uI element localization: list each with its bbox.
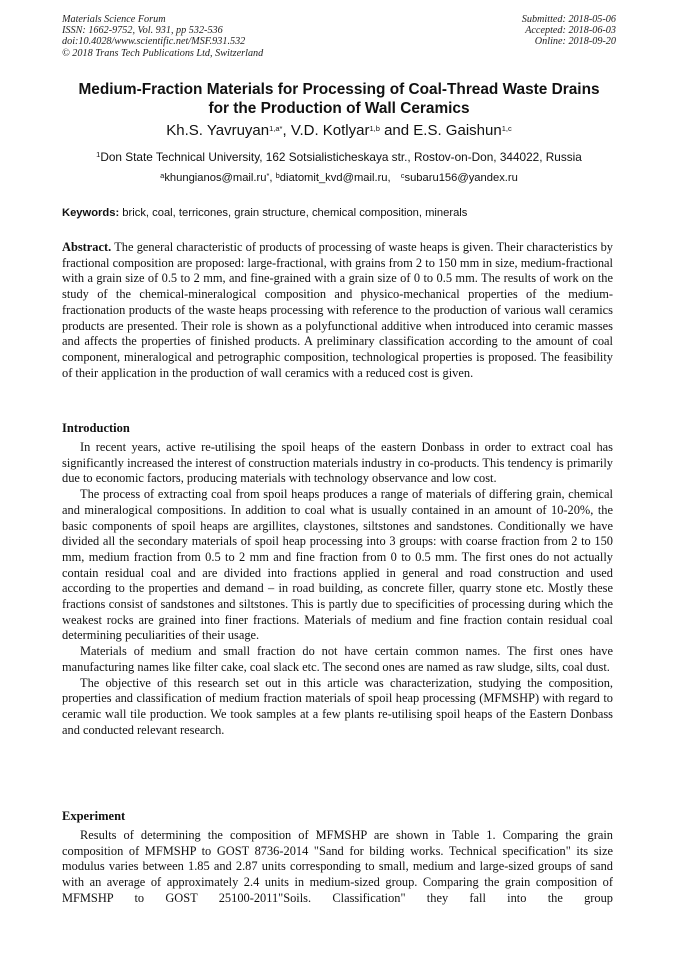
paper-title xyxy=(40,80,638,118)
email-list xyxy=(40,171,638,185)
author-separator: and xyxy=(379,122,414,139)
keywords-text: brick, coal, terricones, grain structure, chemical composition, minerals xyxy=(119,207,468,219)
title-line-1: Medium-Fraction Materials for Processing of Coal-Thread Waste Drains xyxy=(78,81,600,98)
journal-header-right xyxy=(522,14,616,48)
email-b-link[interactable]: diatomit_kvd@mail.ru xyxy=(279,172,388,184)
keywords xyxy=(62,206,618,220)
keywords-label: Keywords: xyxy=(62,207,120,219)
author-2-name: V.D. Kotlyar xyxy=(290,122,370,139)
affiliation-text: Don State Technical University, 162 Sotsialisticheskaya str., Rostov-on-Don, 344022, Russia xyxy=(100,150,582,164)
experiment-body xyxy=(62,828,613,907)
abstract-label: Abstract. xyxy=(62,240,112,254)
issn-line: ISSN: 1662-9752, Vol. 931, pp 532-536 xyxy=(62,25,223,37)
author-list xyxy=(40,121,638,141)
paragraph: Materials of medium and small fraction do not have certain common names. The first ones have manufacturing names like filter cake, coal slack etc. The second ones are named as raw sludge, silts, coal dust. xyxy=(62,644,613,674)
email-separator: , xyxy=(269,172,276,184)
email-c-sup: c xyxy=(400,171,405,180)
section-heading-experiment: Experiment xyxy=(62,809,126,823)
email-a-link[interactable]: khungianos@mail.ru xyxy=(164,172,267,184)
corresponding-author-mark: * xyxy=(266,171,270,180)
paragraph: Results of determining the composition of MFMSHP are shown in Table 1. Comparing the grain composition of MFMSHP to GOST 8736-2014 "Sand for bilding works. Technical specification" its size modulus varies between 1.85 and 2.87 units corresponding to small, medium and large-sized groups of sand with an average of approximately 2.4 units in medium-sized group. Comparing the grain composition of MFMSHP to GOST 25100-2011"Soils. Classification" they fall into the group xyxy=(62,828,613,905)
abstract xyxy=(62,240,613,381)
email-separator: , xyxy=(387,172,394,184)
abstract-text: The general characteristic of products of processing of waste heaps is given. Their characteristics by fractional composition are proposed: large-fractional, with grains from 2 to 150 mm in size, medium-fractional with a grain size of 0.5 to 2 mm, and fine-grained with a grain size of 0 to 0.5 mm. The results of work on the study of the chemical-mineralogical composition and physico-mechanical properties of the medium-fractionation products of the waste heaps processing with reference to the production of various wall ceramics products are presented. Their role is shown as a polyfunctional additive when introduced into ceramic masses and affects the properties of finished products. A preliminary classification according to the amount of coal component, mineralogical and petrographic composition, technological properties is proposed. The feasibility of their application in the production of wall ceramics with a reduced cost is given. xyxy=(62,240,613,380)
author-1-sup: 1,a* xyxy=(269,124,283,133)
author-separator: , xyxy=(282,122,291,139)
paragraph: In recent years, active re-utilising the spoil heaps of the eastern Donbass in order to extract coal has significantly increased the interest of construction materials industry in co-products. This tendency is primarily due to economic factors, producing materials with technology observance and low cost. xyxy=(62,440,613,486)
introduction-body xyxy=(62,440,613,738)
journal-header-left xyxy=(62,14,263,59)
submitted-date: Submitted: 2018-05-06 xyxy=(521,14,616,25)
accepted-date: Accepted: 2018-06-03 xyxy=(525,25,616,37)
affiliation-sup: 1 xyxy=(96,150,101,159)
online-date: Online: 2018-09-20 xyxy=(534,36,616,48)
paragraph: The process of extracting coal from spoil heaps produces a range of materials of differing grain, chemical and mineralogical compositions. In addition to coal what is usually contained in an amount of 10-20%, the basic components of spoil heaps are argillites, claystones, siltstones and sandstones. Conditionally we have divided all the secondary materials of spoil heap processing into 3 groups: with coarse fraction from 2 to 150 mm, medium fraction from 0.5 to 2 mm and fine fraction from 0 to 0.5 mm. The first ones do not actually contain residual coal and are divided into fractions applied in general and road construction and used according to the properties and demand – in road building, as concrete filler, quarry stone etc. Mostly these fractions consist of sandstones and siltstones. This is partly due to specificities of processing during which the weakest rocks are grained into finer fractions. Materials of medium and fine fraction contain residual coal determining peculiarities of their usage. xyxy=(62,487,613,643)
copyright-line: © 2018 Trans Tech Publications Ltd, Switzerland xyxy=(62,47,264,59)
author-2-sup: 1,b xyxy=(369,124,380,133)
author-3-name: E.S. Gaishun xyxy=(413,122,502,139)
section-heading-introduction: Introduction xyxy=(62,421,130,435)
doi-line: doi:10.4028/www.scientific.net/MSF.931.532 xyxy=(62,36,246,48)
affiliation xyxy=(40,150,638,164)
author-3-sup: 1,c xyxy=(501,124,512,133)
email-a-sup: a xyxy=(160,171,165,180)
title-line-2: for the Production of Wall Ceramics xyxy=(208,100,470,117)
journal-name: Materials Science Forum xyxy=(62,14,166,25)
author-1-name: Kh.S. Yavruyan xyxy=(166,122,270,139)
paragraph: The objective of this research set out in this article was characterization, studying the composition, properties and classification of medium fraction materials of spoil heap processing (MFMSHP) with regard to ceramic wall tile production. We took samples at a few plants re-utilising spoil heaps of the Eastern Donbass and conducted relevant research. xyxy=(62,675,613,737)
email-b-sup: b xyxy=(275,171,280,180)
email-c-link[interactable]: subaru156@yandex.ru xyxy=(404,172,518,184)
